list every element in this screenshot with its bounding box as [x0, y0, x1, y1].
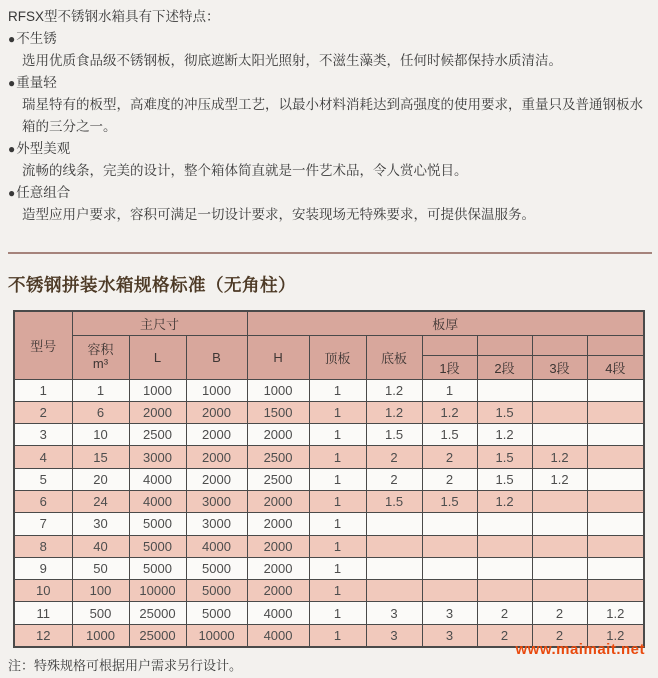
table-row — [14, 424, 644, 446]
table-cell: 25000 — [129, 602, 186, 624]
table-cell: 1000 — [186, 379, 247, 401]
feature-heading-text: 重量轻 — [16, 75, 57, 90]
feature-body: 选用优质食品级不锈钢板，彻底遮断太阳光照射，不滋生藻类，任何时候都保持水质清洁。 — [22, 53, 562, 68]
col-header-empty — [587, 335, 644, 355]
table-cell: 2 — [532, 602, 587, 624]
col-header-volume — [72, 335, 129, 379]
table-cell: 1.2 — [587, 602, 644, 624]
table-cell: 2000 — [247, 557, 309, 579]
table-cell: 1 — [309, 424, 366, 446]
col-header-model: 型号 — [14, 311, 72, 379]
col-header-B: B — [186, 335, 247, 379]
feature-heading — [8, 28, 648, 50]
col-header-bottom-plate: 底板 — [366, 335, 422, 379]
feature-heading — [8, 72, 648, 94]
table-cell: 5000 — [186, 557, 247, 579]
table-cell: 1.2 — [532, 446, 587, 468]
table-row — [14, 513, 644, 535]
table-cell: 2 — [532, 624, 587, 646]
table-cell: 2 — [477, 624, 532, 646]
feature-heading — [8, 182, 648, 204]
table-cell — [477, 557, 532, 579]
table-row — [14, 602, 644, 624]
table-cell — [587, 535, 644, 557]
col-group-plate-thickness: 板厚 — [247, 311, 644, 335]
col-group-main-dims: 主尺寸 — [72, 311, 247, 335]
table-cell: 3 — [422, 602, 477, 624]
table-cell: 2500 — [247, 468, 309, 490]
bullet-icon: ● — [8, 186, 16, 200]
table-cell — [532, 424, 587, 446]
table-cell — [422, 557, 477, 579]
table-cell: 8 — [14, 535, 72, 557]
header-row-columns — [14, 335, 644, 355]
table-cell: 1 — [309, 557, 366, 579]
table-cell: 1 — [72, 379, 129, 401]
table-cell: 1.5 — [477, 468, 532, 490]
feature-heading-text: 外型美观 — [16, 141, 71, 156]
table-cell — [422, 513, 477, 535]
table-cell: 1 — [309, 379, 366, 401]
col-header-seg3: 3段 — [532, 355, 587, 379]
table-cell: 1.2 — [477, 424, 532, 446]
bullet-icon: ● — [8, 32, 16, 46]
table-cell: 2000 — [247, 424, 309, 446]
table-cell: 1.2 — [587, 624, 644, 646]
table-cell: 2000 — [186, 424, 247, 446]
spec-table — [13, 310, 645, 648]
table-cell — [366, 557, 422, 579]
table-cell — [477, 535, 532, 557]
table-cell: 5000 — [129, 513, 186, 535]
feature-item — [8, 72, 648, 138]
table-cell: 1 — [14, 379, 72, 401]
table-cell: 2 — [366, 468, 422, 490]
table-cell: 10000 — [129, 580, 186, 602]
table-cell: 2 — [366, 446, 422, 468]
table-row — [14, 557, 644, 579]
table-cell — [532, 513, 587, 535]
table-row — [14, 535, 644, 557]
col-header-seg4: 4段 — [587, 355, 644, 379]
table-cell — [477, 580, 532, 602]
table-cell — [587, 379, 644, 401]
table-cell — [366, 580, 422, 602]
table-cell: 1 — [309, 580, 366, 602]
table-cell: 40 — [72, 535, 129, 557]
table-cell: 1.2 — [532, 468, 587, 490]
table-cell: 1 — [309, 401, 366, 423]
table-cell: 1000 — [247, 379, 309, 401]
table-cell: 10 — [14, 580, 72, 602]
table-cell — [366, 513, 422, 535]
table-row — [14, 580, 644, 602]
table-cell: 4000 — [247, 624, 309, 646]
table-cell: 2 — [422, 446, 477, 468]
table-cell: 5 — [14, 468, 72, 490]
table-cell: 3 — [14, 424, 72, 446]
table-cell — [532, 401, 587, 423]
table-cell — [532, 379, 587, 401]
feature-body: 瑞星特有的板型，高难度的冲压成型工艺，以最小材料消耗达到高强度的使用要求，重量只及普通钢板水箱的三分之一。 — [22, 97, 643, 134]
table-cell — [587, 513, 644, 535]
table-cell: 1500 — [247, 401, 309, 423]
table-cell — [477, 379, 532, 401]
table-cell — [532, 490, 587, 512]
table-cell: 1.5 — [422, 424, 477, 446]
table-cell — [587, 490, 644, 512]
table-cell: 25000 — [129, 624, 186, 646]
table-cell: 3000 — [129, 446, 186, 468]
table-cell: 2 — [422, 468, 477, 490]
feature-body: 流畅的线条，完美的设计，整个箱体简直就是一件艺术品，令人赏心悦目。 — [22, 163, 468, 178]
feature-item — [8, 138, 648, 182]
table-cell: 1.5 — [477, 446, 532, 468]
bullet-icon: ● — [8, 76, 16, 90]
table-cell: 3000 — [186, 513, 247, 535]
table-cell: 10 — [72, 424, 129, 446]
table-cell: 2000 — [247, 490, 309, 512]
table-cell: 2 — [477, 602, 532, 624]
table-cell: 10000 — [186, 624, 247, 646]
table-cell: 7 — [14, 513, 72, 535]
col-header-L: L — [129, 335, 186, 379]
table-cell: 1 — [309, 602, 366, 624]
table-cell — [422, 535, 477, 557]
table-cell: 3 — [366, 624, 422, 646]
table-cell: 20 — [72, 468, 129, 490]
table-row — [14, 401, 644, 423]
table-cell — [587, 424, 644, 446]
table-cell: 1 — [422, 379, 477, 401]
intro-title: RFSX型不锈钢水箱具有下述特点： — [8, 9, 220, 24]
divider-rule — [8, 252, 652, 254]
table-cell: 5000 — [186, 602, 247, 624]
table-cell: 5000 — [129, 557, 186, 579]
table-cell: 5000 — [186, 580, 247, 602]
table-cell: 2000 — [247, 580, 309, 602]
table-row — [14, 446, 644, 468]
col-header-empty — [422, 335, 477, 355]
table-cell — [587, 446, 644, 468]
intro-section — [0, 0, 658, 226]
table-cell: 1000 — [72, 624, 129, 646]
table-cell: 1 — [309, 446, 366, 468]
table-cell: 50 — [72, 557, 129, 579]
col-header-top-plate: 顶板 — [309, 335, 366, 379]
table-cell: 4 — [14, 446, 72, 468]
table-row — [14, 468, 644, 490]
footer-note: 注：特殊规格可根据用户需求另行设计。 — [8, 657, 243, 673]
table-cell: 5000 — [129, 535, 186, 557]
table-cell: 1.2 — [366, 379, 422, 401]
table-cell: 2 — [14, 401, 72, 423]
table-cell: 2500 — [247, 446, 309, 468]
table-cell: 1.2 — [477, 490, 532, 512]
table-cell: 1 — [309, 624, 366, 646]
table-cell: 1000 — [129, 379, 186, 401]
feature-item — [8, 182, 648, 226]
volume-label-line1: 容积 — [87, 342, 114, 357]
table-cell — [587, 468, 644, 490]
col-header-empty — [532, 335, 587, 355]
table-cell: 2000 — [186, 468, 247, 490]
table-cell — [532, 580, 587, 602]
table-cell: 4000 — [129, 490, 186, 512]
feature-heading — [8, 138, 648, 160]
section-heading: 不锈钢拼装水箱规格标准（无角柱） — [8, 275, 296, 295]
feature-heading-text: 任意组合 — [16, 185, 71, 200]
col-header-seg1: 1段 — [422, 355, 477, 379]
table-cell: 500 — [72, 602, 129, 624]
table-cell: 2000 — [129, 401, 186, 423]
table-cell — [477, 513, 532, 535]
table-cell: 4000 — [247, 602, 309, 624]
table-cell: 1.2 — [422, 401, 477, 423]
table-cell: 1.5 — [366, 424, 422, 446]
table-cell: 2000 — [247, 535, 309, 557]
table-cell: 15 — [72, 446, 129, 468]
table-cell: 100 — [72, 580, 129, 602]
feature-heading-text: 不生锈 — [16, 31, 57, 46]
table-cell: 1.5 — [422, 490, 477, 512]
table-cell: 3000 — [186, 490, 247, 512]
table-cell: 2500 — [129, 424, 186, 446]
website-watermark: www.maimait.net — [515, 641, 645, 658]
table-cell — [532, 557, 587, 579]
bullet-icon: ● — [8, 142, 16, 156]
table-cell: 6 — [14, 490, 72, 512]
table-cell — [366, 535, 422, 557]
table-cell: 1 — [309, 468, 366, 490]
table-row — [14, 490, 644, 512]
table-cell — [422, 580, 477, 602]
table-cell: 4000 — [129, 468, 186, 490]
table-cell: 2000 — [186, 446, 247, 468]
table-cell — [587, 580, 644, 602]
col-header-H: H — [247, 335, 309, 379]
table-cell: 1.5 — [477, 401, 532, 423]
table-header — [14, 311, 644, 379]
table-body — [14, 379, 644, 647]
table-cell: 1 — [309, 490, 366, 512]
table-cell: 4000 — [186, 535, 247, 557]
table-cell: 11 — [14, 602, 72, 624]
table-cell: 3 — [366, 602, 422, 624]
table-cell: 1.2 — [366, 401, 422, 423]
table-cell: 6 — [72, 401, 129, 423]
col-header-empty — [477, 335, 532, 355]
table-cell — [532, 535, 587, 557]
table-cell: 12 — [14, 624, 72, 646]
feature-body: 造型应用户要求，容积可满足一切设计要求，安装现场无特殊要求，可提供保温服务。 — [22, 207, 535, 222]
table-cell — [587, 557, 644, 579]
volume-label-line2: m³ — [92, 356, 109, 371]
table-cell — [587, 401, 644, 423]
table-cell: 30 — [72, 513, 129, 535]
table-cell: 1 — [309, 513, 366, 535]
table-cell: 2000 — [186, 401, 247, 423]
table-cell: 24 — [72, 490, 129, 512]
table-cell: 9 — [14, 557, 72, 579]
header-row-groups — [14, 311, 644, 335]
table-cell: 2000 — [247, 513, 309, 535]
table-row — [14, 379, 644, 401]
table-cell: 1 — [309, 535, 366, 557]
feature-item — [8, 28, 648, 72]
table-cell: 3 — [422, 624, 477, 646]
col-header-seg2: 2段 — [477, 355, 532, 379]
table-cell: 1.5 — [366, 490, 422, 512]
